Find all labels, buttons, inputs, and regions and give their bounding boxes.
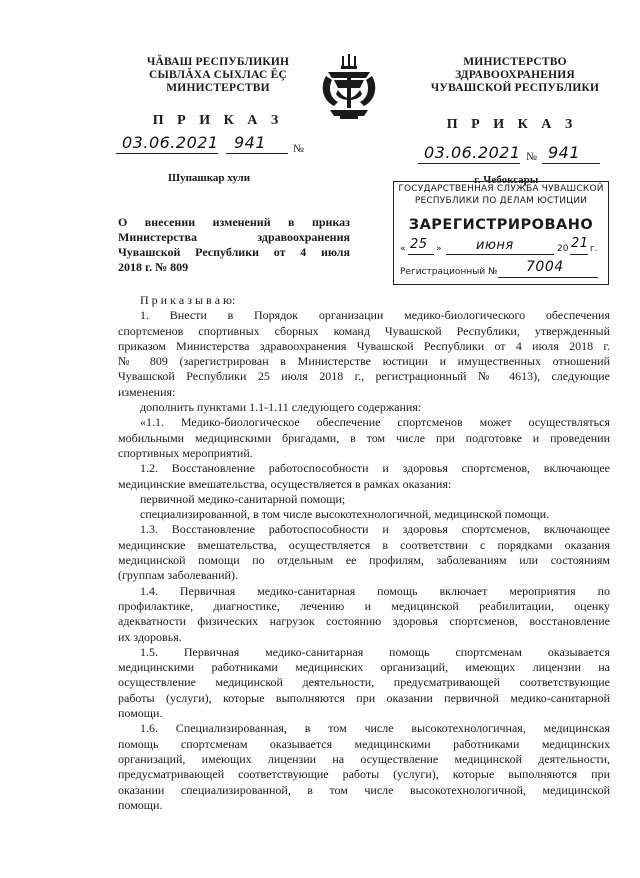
header-left-line2: СЫВЛĂХА СЫХЛАС ĔÇ (149, 69, 287, 81)
stamp-quote-open: « (400, 244, 406, 254)
p14-line2: профилактике, диагностике, лечению и медицинской реабилитации, оценку (118, 598, 610, 613)
p1-line6: изменения: (118, 384, 176, 399)
header-left-line1: ЧĂВАШ РЕСПУБЛИКИН (146, 56, 290, 68)
p16-line2: помощь спортсменам оказывается медицинскими работниками медицинских (118, 736, 610, 751)
p15-line4: работы (услуги), которые выполняются при оказании первичной медико-санитарной (118, 690, 610, 705)
p11-line2: мобильными медицинскими бригадами, в том числе при подготовке и проведении (118, 430, 610, 445)
stamp-day: 25 (410, 237, 428, 252)
p15-line2: медицинскими работниками медицинских организаций, имеющих лицензии на (118, 660, 610, 675)
stamp-quote-close: » (436, 244, 442, 254)
header-right (410, 56, 620, 95)
p11-line1: «1.1. Медико-биологическое обеспечение спортсменов может осуществляться (140, 415, 610, 430)
date-underline-left (116, 153, 218, 154)
stamp-month-underline (446, 254, 554, 255)
coat-of-arms-emblem (318, 54, 380, 120)
p1-line3: приказом Министерства здравоохранения Чувашской Республики от 4 июля 2018 г. (118, 338, 610, 353)
city-right: г. Чебоксары (474, 174, 539, 186)
p13-line3: медицинской помощи по отдельным ее профилям, заболеваниям или состояниям (118, 553, 610, 568)
p1-line1: 1. Внести в Порядок организации медико-биологического обеспечения (140, 308, 610, 323)
stamp-year-suffix: 21 (571, 236, 589, 251)
registration-stamp (393, 181, 609, 285)
stamp-day-underline (408, 254, 434, 255)
p14-line4: их здоровья. (118, 629, 182, 644)
number-sign-right: № (526, 151, 537, 163)
header-left (118, 56, 318, 95)
order-word-right: П Р И К А З (446, 117, 578, 132)
p13-line1: 1.3. Восстановление работоспособности и здоровья спортсменов, включающее (140, 522, 610, 537)
stamp-year-unit: г. (590, 244, 598, 254)
p1-line4: № 809 (зарегистрирован в Министерстве юстиции и имущественных отношений (118, 354, 610, 369)
header-left-line3: МИНИСТЕРСТВИ (166, 82, 270, 94)
stamp-reg-underline (498, 277, 598, 278)
header-right-line1: МИНИСТЕРСТВО (463, 56, 567, 68)
stamp-reg-label: Регистрационный № (400, 267, 498, 277)
p15-line1: 1.5. Первичная медико-санитарная помощь спортсменам оказывается (140, 644, 610, 659)
order-body (118, 293, 610, 813)
p16-line6: помощи. (118, 797, 163, 812)
p11-line3: спортивных мероприятий. (118, 445, 253, 460)
header-right-line3: ЧУВАШСКОЙ РЕСПУБЛИКИ (430, 82, 600, 94)
p14-line1: 1.4. Первичная медико-санитарная помощь включает мероприятия по (140, 583, 610, 598)
order-date-right: 03.06.2021 (424, 143, 521, 162)
date-underline-right (418, 163, 520, 164)
p16-line4: предусматривающей соответствующие работы (услуги), которые выполняются при (118, 767, 610, 782)
order-date-left: 03.06.2021 (122, 133, 219, 152)
p13-line4: (группам заболеваний). (118, 568, 238, 583)
header-right-line2: ЗДРАВООХРАНЕНИЯ (455, 69, 575, 81)
number-sign-left: № (293, 143, 304, 155)
p12-line1: 1.2. Восстановление работоспособности и здоровья спортсменов, включающее (140, 461, 610, 476)
city-left: Шупашкар хули (168, 172, 251, 184)
prikazyvayu: П р и к а з ы в а ю: (140, 293, 236, 307)
p12-line4: специализированной, в том числе высокотехнологичной, медицинской помощи. (140, 507, 550, 522)
p15-line5: помощи. (118, 706, 163, 721)
stamp-month: июня (476, 238, 514, 253)
order-title (118, 215, 350, 275)
p1-line2: спортсменов спортивных сборных команд Чувашской Республики, утвержденный (118, 323, 610, 338)
title-line2: Министерства здравоохранения (118, 230, 350, 244)
order-number-right: 941 (548, 143, 581, 162)
p14-line3: адекватности физических нагрузок состоянию здоровья спортсменов, восстановление (118, 614, 610, 629)
p13-line2: медицинские вмешательства, осуществляется в соответствии с порядками оказания (118, 537, 610, 552)
title-line4: 2018 г. № 809 (118, 260, 189, 274)
p15-line3: осуществление медицинской деятельности, предусматривающей соответствующие (118, 675, 610, 690)
title-line3: Чувашской Республики от 4 июля (118, 245, 350, 259)
stamp-registered-title: ЗАРЕГИСТРИРОВАНО (408, 217, 594, 233)
order-word-left: П Р И К А З (152, 113, 284, 128)
p16-line1: 1.6. Специализированная, в том числе высокотехнологичная, медицинская (140, 721, 610, 736)
p16-line3: организаций, имеющих лицензии на осуществление медицинской деятельности, (118, 751, 610, 766)
p12-line3: первичной медико-санитарной помощи; (140, 491, 346, 506)
number-underline-left (226, 153, 288, 154)
stamp-authority-line2: РЕСПУБЛИКИ ПО ДЕЛАМ ЮСТИЦИИ (414, 196, 588, 206)
stamp-reg-number: 7004 (526, 259, 564, 275)
stamp-year-underline (570, 254, 588, 255)
stamp-year-prefix: 20 (557, 244, 569, 254)
title-line1: О внесении изменений в приказ (118, 215, 350, 229)
p12-line2: медицинские вмешательства, осуществляется в рамках оказания: (118, 476, 452, 491)
p2-line: дополнить пунктами 1.1-1.11 следующего содержания: (140, 400, 422, 415)
number-underline-right (542, 163, 600, 164)
stamp-authority-line1: ГОСУДАРСТВЕННАЯ СЛУЖБА ЧУВАШСКОЙ (398, 184, 604, 194)
order-number-left: 941 (234, 133, 267, 152)
p16-line5: оказании специализированной, в том числе высокотехнологичной, медицинской (118, 782, 610, 797)
p1-line5: Чувашской Республики 25 июля 2018 г., регистрационный № 4613), следующие (118, 369, 610, 384)
